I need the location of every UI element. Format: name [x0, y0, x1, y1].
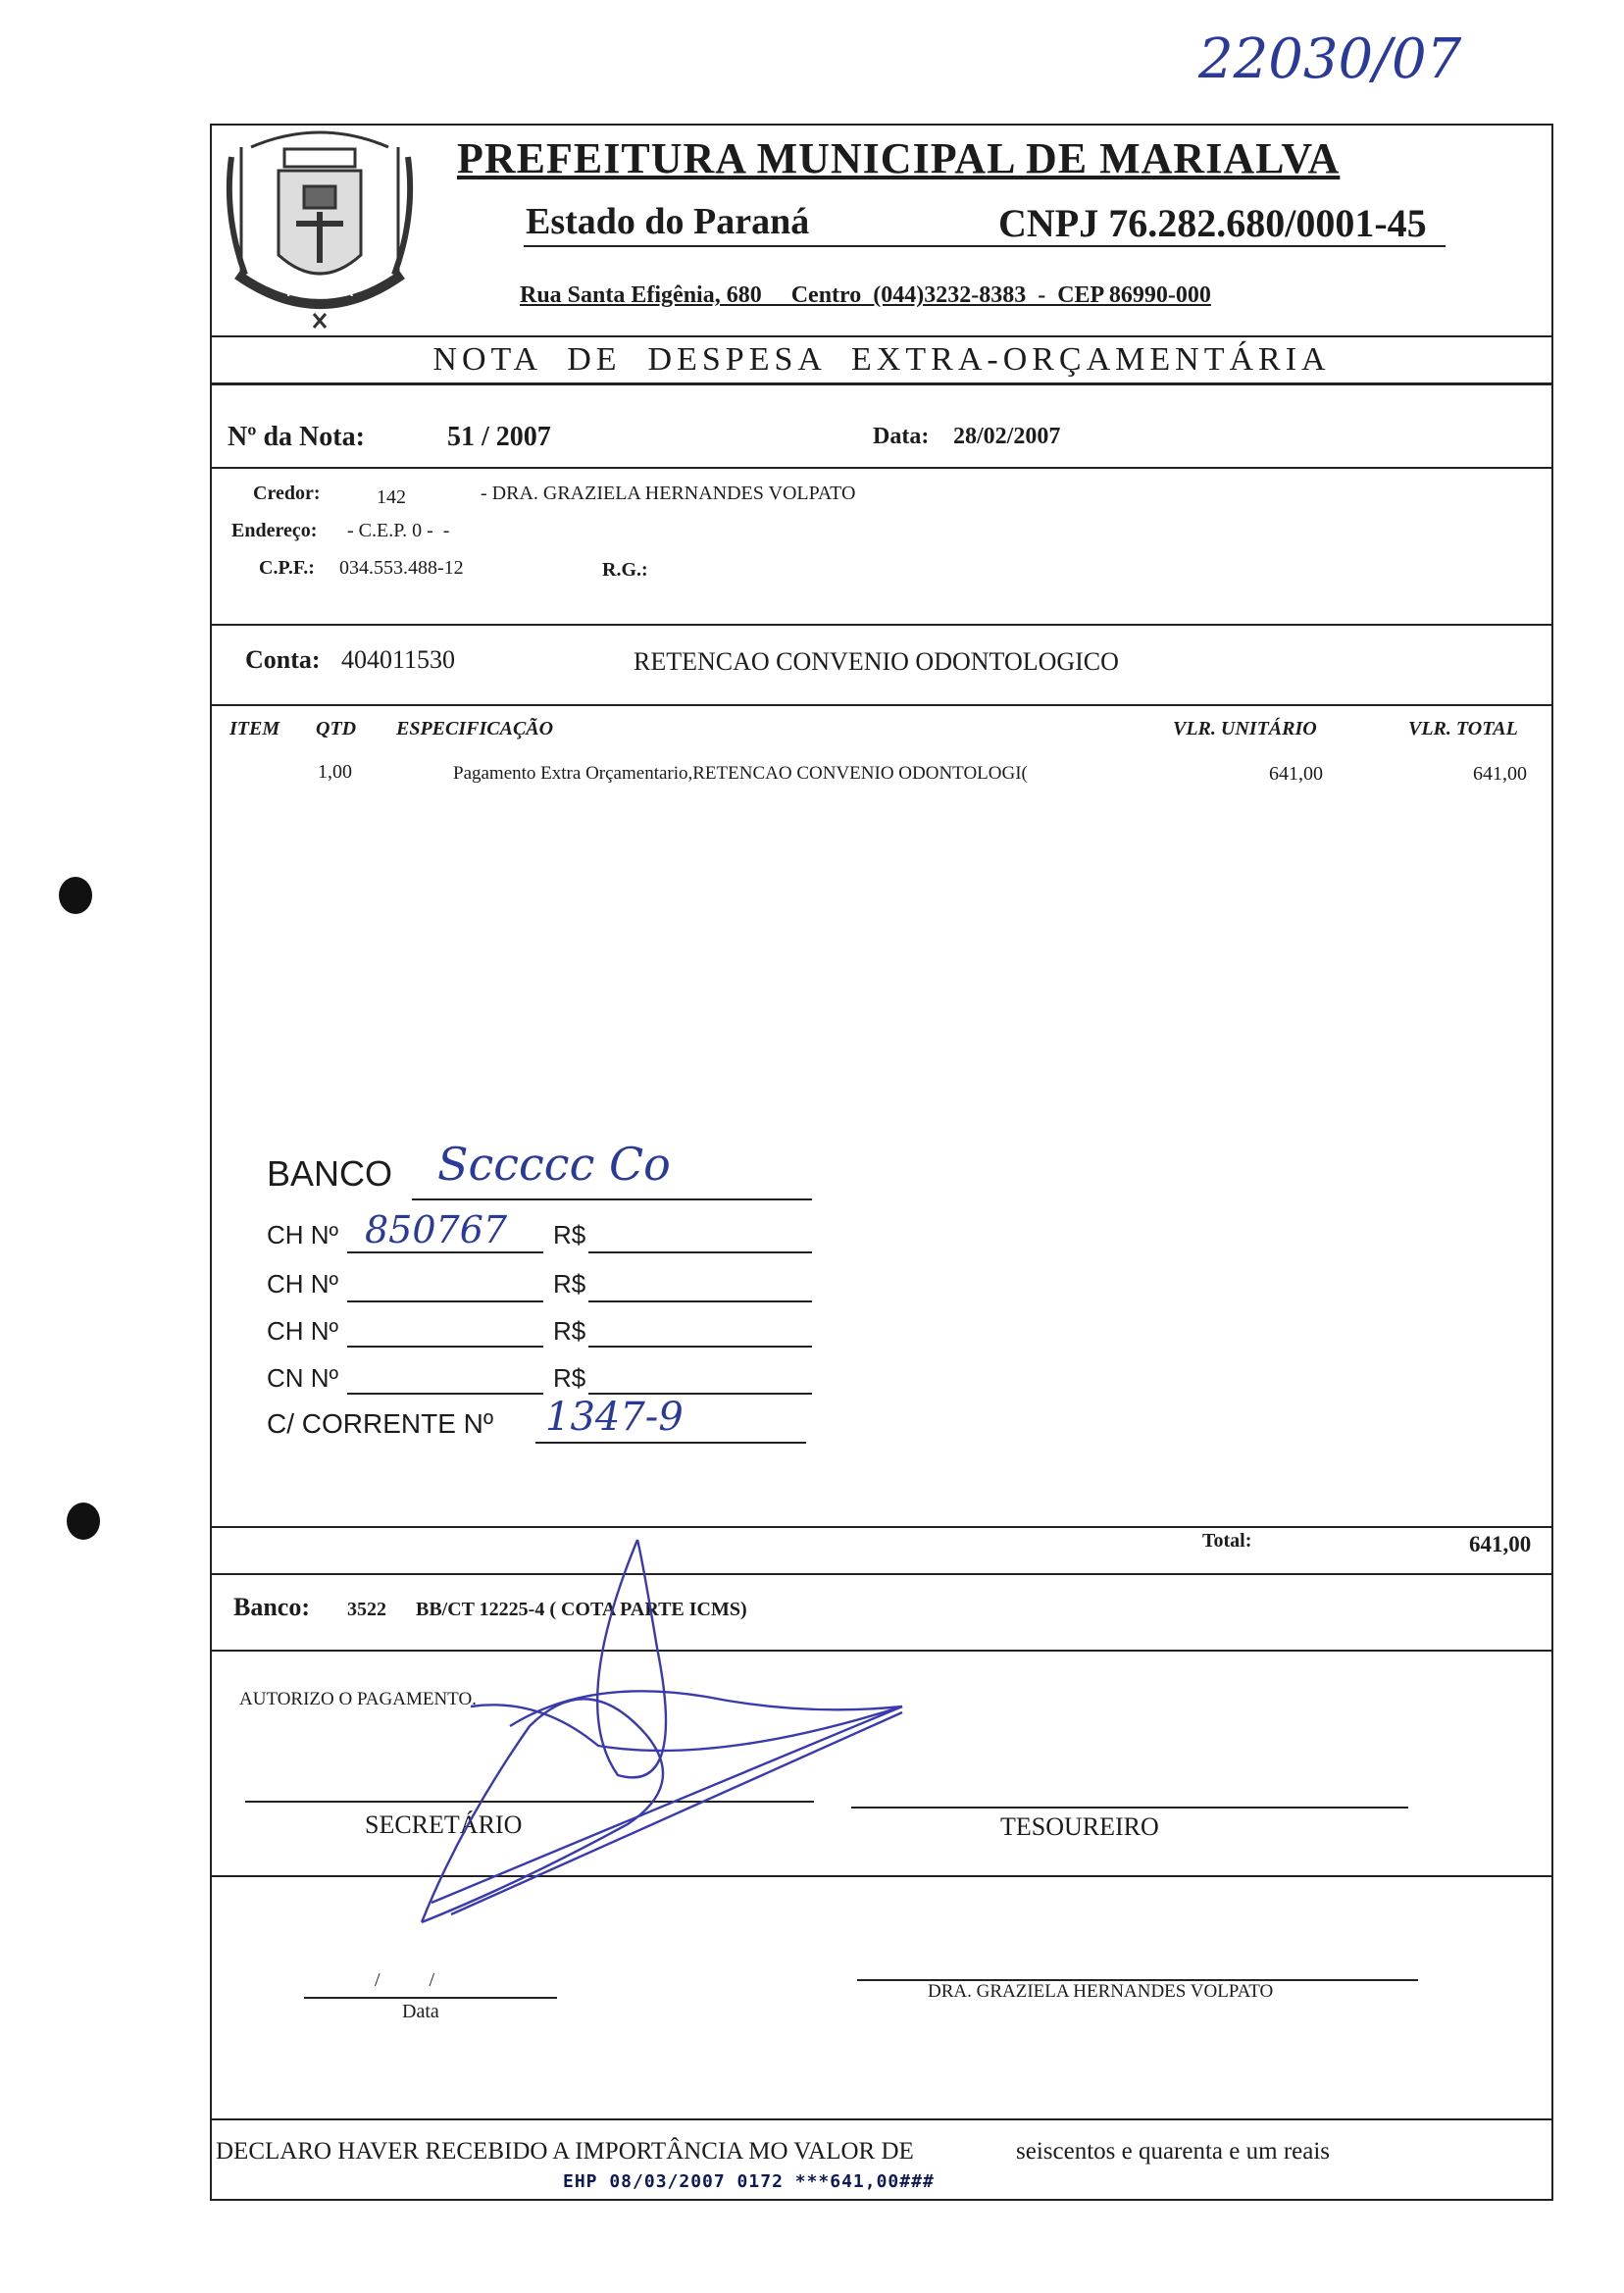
- tesoureiro-signature-line: [851, 1807, 1408, 1809]
- nota-date: 28/02/2007: [953, 424, 1061, 449]
- secretario-label: SECRETÁRIO: [365, 1810, 523, 1839]
- state-underline: [524, 245, 1446, 247]
- total-top-rule: [210, 1526, 1553, 1528]
- banco-description: BB/CT 12225-4 ( COTA PARTE ICMS): [416, 1599, 747, 1620]
- stamp-corrente-handwriting: 1347-9: [545, 1395, 684, 1440]
- declaration-text: DECLARO HAVER RECEBIDO A IMPORTÂNCIA MO VALOR DE: [216, 2138, 914, 2165]
- bank-authentication-stamp: EHP 08/03/2007 0172 ***641,00###: [563, 2171, 935, 2192]
- stamp-rs3-line: [588, 1346, 812, 1348]
- endereco-label: Endereço:: [231, 520, 318, 541]
- municipal-seal-icon: [222, 127, 418, 335]
- banco-label: Banco:: [233, 1593, 310, 1621]
- title-top-rule: [210, 335, 1553, 337]
- data-line: [304, 1997, 557, 1999]
- endereco-value: - C.E.P. 0 - -: [347, 520, 450, 541]
- credor-code: 142: [377, 486, 406, 508]
- credor-name: - DRA. GRAZIELA HERNANDES VOLPATO: [481, 483, 856, 504]
- item-unit-value: 641,00: [1269, 763, 1323, 785]
- credor-rule: [210, 624, 1553, 626]
- stamp-rs4-label: R$: [553, 1363, 586, 1393]
- stamp-ch2-line: [347, 1300, 543, 1302]
- nota-rule: [210, 467, 1553, 469]
- svg-text:MARIALVA: MARIALVA: [286, 285, 353, 299]
- stamp-ch1-handwriting: 850767: [365, 1208, 508, 1251]
- cnpj-number: CNPJ 76.282.680/0001-45: [998, 201, 1427, 245]
- stamp-rs1-line: [588, 1251, 812, 1253]
- stamp-ch1-line: [347, 1251, 543, 1253]
- item-qtd: 1,00: [318, 761, 352, 783]
- item-total-value: 641,00: [1473, 763, 1527, 785]
- conta-label: Conta:: [245, 645, 321, 674]
- credor-label: Credor:: [253, 483, 321, 504]
- conta-number: 404011530: [341, 645, 456, 674]
- title-bottom-rule: [210, 382, 1553, 385]
- items-header-item: ITEM: [229, 718, 280, 739]
- stamp-rs3-label: R$: [553, 1316, 586, 1346]
- stamp-ch3-label: CH Nº: [267, 1316, 339, 1346]
- stamp-ch3-line: [347, 1346, 543, 1348]
- tesoureiro-label: TESOUREIRO: [1000, 1812, 1159, 1841]
- autorizo-text: AUTORIZO O PAGAMENTO.: [239, 1689, 477, 1709]
- stamp-banco-handwriting: Sccccc Co: [437, 1138, 671, 1191]
- municipality-title: PREFEITURA MUNICIPAL DE MARIALVA: [457, 134, 1341, 182]
- nota-number: 51 / 2007: [447, 422, 551, 452]
- items-header-spec: ESPECIFICAÇÃO: [396, 718, 554, 739]
- stamp-rs2-label: R$: [553, 1269, 586, 1299]
- conta-description: RETENCAO CONVENIO ODONTOLOGICO: [634, 647, 1119, 676]
- nota-number-label: Nº da Nota:: [228, 422, 365, 452]
- rg-label: R.G.:: [602, 559, 648, 581]
- stamp-banco-line: [412, 1198, 812, 1200]
- signature-scribble: [392, 1530, 922, 1942]
- stamp-banco-label: BANCO: [267, 1153, 393, 1194]
- stamp-rs2-line: [588, 1300, 812, 1302]
- stamp-corrente-line: [535, 1442, 806, 1444]
- items-header-total: VLR. TOTAL: [1408, 718, 1518, 739]
- conta-rule: [210, 704, 1553, 706]
- data-slashes: / /: [375, 1969, 435, 1991]
- cpf-label: C.P.F.:: [259, 557, 315, 579]
- recipient-name: DRA. GRAZIELA HERNANDES VOLPATO: [928, 1981, 1274, 2002]
- punch-hole-bottom: [67, 1503, 100, 1540]
- banco-code: 3522: [347, 1599, 386, 1620]
- declaration-rule: [210, 2118, 1553, 2120]
- total-label: Total:: [1202, 1530, 1252, 1552]
- stamp-rs1-label: R$: [553, 1220, 586, 1249]
- address-line: Rua Santa Efigênia, 680 Centro (044)3232-8383 - CEP 86990-000: [520, 282, 1211, 308]
- nota-date-label: Data:: [873, 424, 930, 449]
- stamp-corrente-label: C/ CORRENTE Nº: [267, 1408, 494, 1439]
- punch-hole-top: [59, 877, 92, 914]
- stamp-ch2-label: CH Nº: [267, 1269, 339, 1299]
- state-name: Estado do Paraná: [526, 201, 810, 242]
- item-spec: Pagamento Extra Orçamentario,RETENCAO CONVENIO ODONTOLOGI(: [453, 763, 1028, 784]
- handwritten-reference: 22030/07: [1198, 27, 1462, 91]
- stamp-ch1-label: CH Nº: [267, 1220, 339, 1249]
- stamp-cn-line: [347, 1393, 543, 1395]
- declaration-amount-words: seiscentos e quarenta e um reais: [1016, 2138, 1331, 2165]
- cpf-value: 034.553.488-12: [339, 557, 464, 579]
- total-value: 641,00: [1469, 1532, 1532, 1556]
- document-title: NOTA DE DESPESA EXTRA-ORÇAMENTÁRIA: [432, 341, 1331, 378]
- items-header-unit: VLR. UNITÁRIO: [1173, 718, 1317, 739]
- data-label: Data: [402, 2001, 439, 2022]
- stamp-cn-label: CN Nº: [267, 1363, 339, 1393]
- items-header-qtd: QTD: [316, 718, 357, 739]
